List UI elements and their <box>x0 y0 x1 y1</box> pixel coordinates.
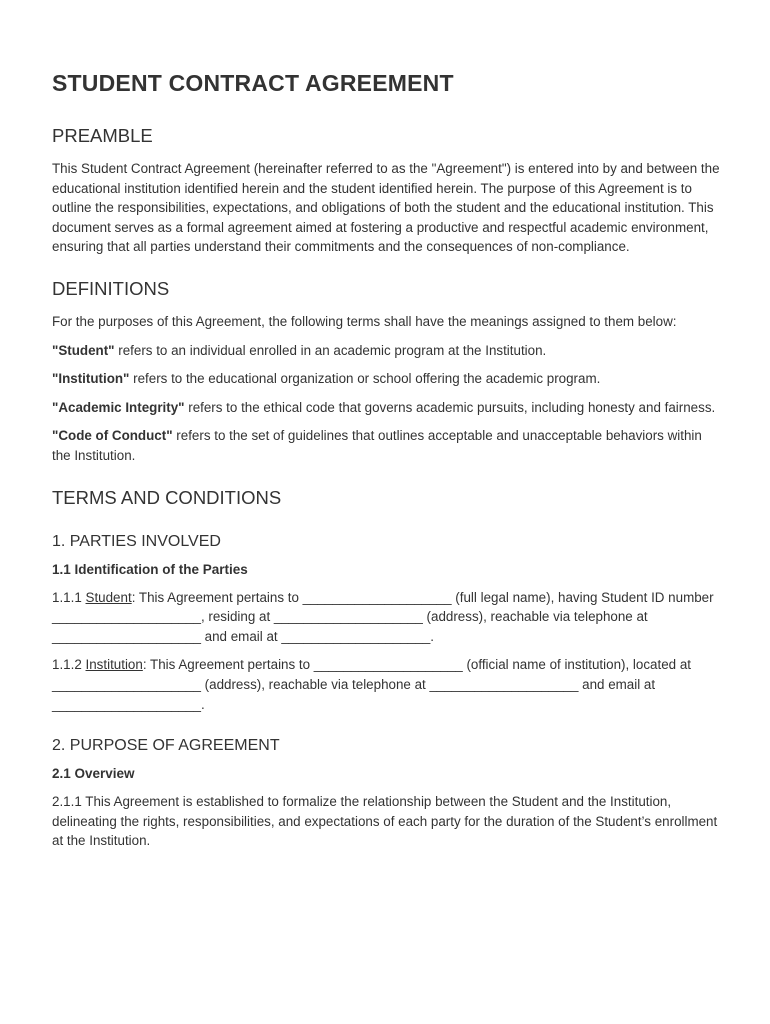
section-1-heading: 1. PARTIES INVOLVED <box>52 532 221 550</box>
definition-text: refers to the educational organization or school offering the academic program. <box>129 371 601 387</box>
preamble-paragraph: This Student Contract Agreement (hereinafter referred to as the "Agreement") is entered into by and between the educational institution identified herein and the student identified herein. The purpose of this Agreement is to outline the responsibilities, expectations, and obligations of both the student and the educational institution. This document serves as a formal agreement aimed at fostering a productive and respectful academic environment, ensuring that all parties understand their commitments and the consequences of non-compliance. <box>52 161 720 255</box>
document-title: STUDENT CONTRACT AGREEMENT <box>52 70 454 96</box>
terms-heading: TERMS AND CONDITIONS <box>52 486 282 508</box>
clause-text: : This Agreement pertains to ____________________ (official name of institution), located at ____________________ (address), reachable via telephone at ____________________ and email at ____________________. <box>52 657 691 712</box>
definition-term: "Code of Conduct" <box>52 428 173 444</box>
section-2-1-heading: 2.1 Overview <box>52 766 135 782</box>
definitions-intro: For the purposes of this Agreement, the following terms shall have the meanings assigned to them below: <box>52 313 677 329</box>
definition-text: refers to the ethical code that governs academic pursuits, including honesty and fairness. <box>184 399 716 415</box>
definition-institution <box>52 369 720 389</box>
section-2-heading: 2. PURPOSE OF AGREEMENT <box>52 737 280 755</box>
definition-code-of-conduct <box>52 426 720 465</box>
preamble-heading: PREAMBLE <box>52 125 153 146</box>
clause-2-1-1: 2.1.1 This Agreement is established to formalize the relationship between the Student and the Institution, delineating the rights, responsibilities, and expectations of each party for the duration of the Student’s enrollment at the Institution. <box>52 794 718 849</box>
definitions-heading: DEFINITIONS <box>52 277 170 299</box>
definition-term: "Institution" <box>52 371 130 387</box>
document-body <box>52 70 720 851</box>
definition-academic-integrity <box>52 398 720 418</box>
definition-text: refers to the set of guidelines that outlines acceptable and unacceptable behaviors within the Institution. <box>52 428 702 463</box>
clause-number: 1.1.2 <box>52 657 86 673</box>
section-1-1-heading: 1.1 Identification of the Parties <box>52 561 248 577</box>
clause-number: 1.1.1 <box>52 589 86 605</box>
definition-text: refers to an individual enrolled in an academic program at the Institution. <box>114 342 547 358</box>
clause-label: Student <box>85 589 132 605</box>
clause-1-1-2 <box>52 655 720 714</box>
clause-label: Institution <box>85 657 143 673</box>
clause-text: : This Agreement pertains to ____________________ (full legal name), having Student ID number ____________________, residing at ____________________ (address), reachable via telephone at ____________________ and email at ____________________. <box>52 589 714 644</box>
definition-student <box>52 341 720 361</box>
clause-1-1-1 <box>52 588 720 647</box>
definition-term: "Student" <box>52 342 115 358</box>
definition-term: "Academic Integrity" <box>52 399 185 415</box>
